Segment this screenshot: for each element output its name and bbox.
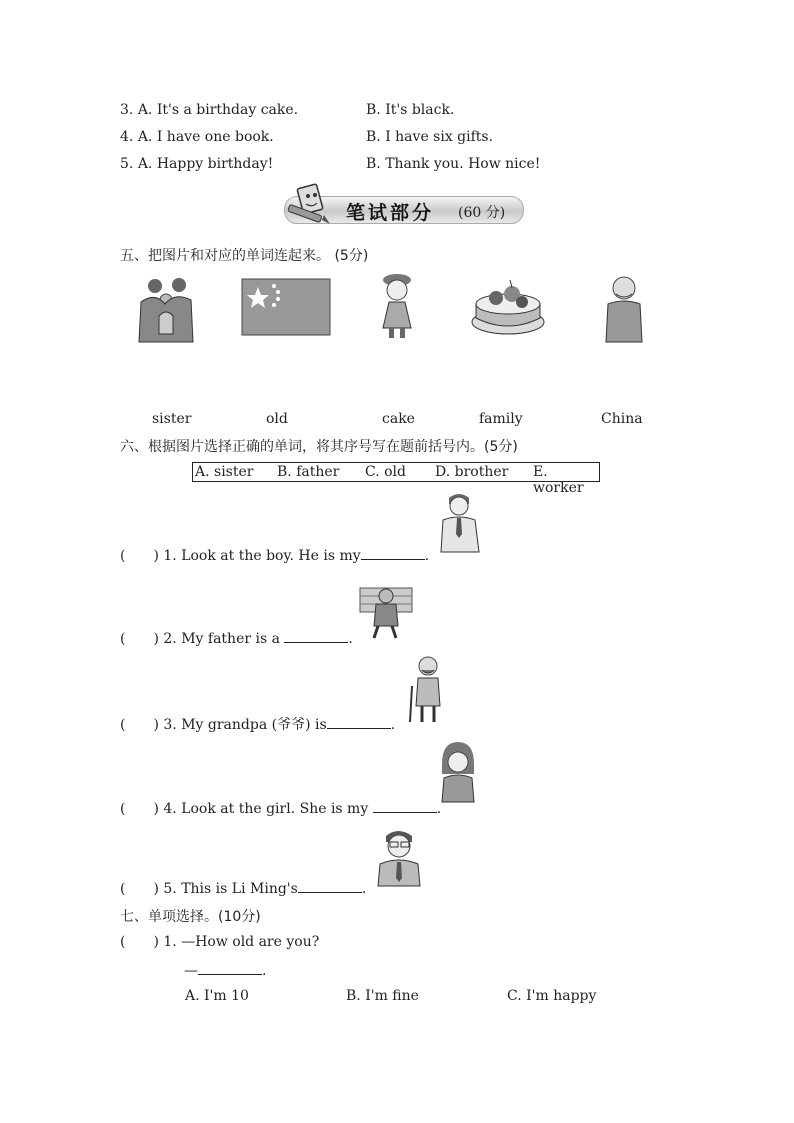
answer-blank[interactable] [298,878,362,893]
answer-paren[interactable]: ( ) [120,881,159,897]
listening-item-4-option-b: B. I have six gifts. [366,129,494,145]
section7-q1-answer-line: — . [184,960,266,980]
word-bank-option-d: D. brother [435,464,509,480]
banner-title: 笔试部分 [346,202,435,224]
listening-item-3-option-a: 3. A. It's a birthday cake. [120,102,299,118]
section7-q1-option-b[interactable]: B. I'm fine [346,988,419,1004]
section6-item-3: ( ) 3. My grandpa (爷爷) is . [120,714,395,734]
section5-word-2: old [266,411,288,427]
answer-paren[interactable]: ( ) [120,717,159,733]
father-picture [376,826,422,886]
listening-item-5-option-b: B. Thank you. How nice! [366,156,541,172]
section6-item-4: ( ) 4. Look at the girl. She is my . [120,798,441,818]
section6-item-2: ( ) 2. My father is a . [120,628,353,648]
answer-blank[interactable] [373,798,437,813]
banner-score: (60 分) [458,205,506,221]
section5-word-1: sister [152,411,192,427]
old-man-picture [406,656,446,724]
answer-paren[interactable]: ( ) [120,934,159,950]
written-part-banner [278,188,524,226]
word-bank-option-e: E. worker [533,464,584,496]
section6-item-1: ( ) 1. Look at the boy. He is my . [120,545,429,565]
section7-heading: 七、单项选择。(10分) [120,909,261,925]
section7-q1-option-c[interactable]: C. I'm happy [507,988,597,1004]
worker-picture [360,582,414,640]
answer-paren[interactable]: ( ) [120,801,159,817]
section5-word-4: family [479,411,523,427]
grandpa-picture [602,274,646,344]
china-flag-picture [242,279,332,337]
pencil-book-icon [286,182,336,224]
cake-picture [470,278,546,340]
answer-blank[interactable] [327,714,391,729]
section7-question-1: ( ) 1. —How old are you? [120,934,320,950]
section6-word-bank [192,462,600,496]
section5-word-5: China [601,411,643,427]
word-bank-option-b: B. father [277,464,340,480]
answer-blank[interactable] [284,628,348,643]
word-bank-option-c: C. old [365,464,406,480]
sister-picture [438,742,478,804]
family-picture [135,276,195,342]
section6-heading: 六、根据图片选择正确的单词，将其序号写在题前括号内。(5分) [120,439,518,455]
listening-item-5-option-a: 5. A. Happy birthday! [120,156,274,172]
word-bank-option-a: A. sister [195,464,254,480]
girl-picture [375,272,419,342]
answer-blank[interactable] [361,545,425,560]
section5-word-3: cake [382,411,415,427]
boy-picture [437,490,483,554]
section6-item-5: ( ) 5. This is Li Ming's . [120,878,366,898]
section7-q1-option-a[interactable]: A. I'm 10 [185,988,249,1004]
listening-item-4-option-a: 4. A. I have one book. [120,129,274,145]
answer-paren[interactable]: ( ) [120,548,159,564]
listening-item-3-option-b: B. It's black. [366,102,455,118]
answer-blank[interactable] [198,960,262,975]
section5-heading: 五、把图片和对应的单词连起来。 (5分) [120,248,369,264]
answer-paren[interactable]: ( ) [120,631,159,647]
